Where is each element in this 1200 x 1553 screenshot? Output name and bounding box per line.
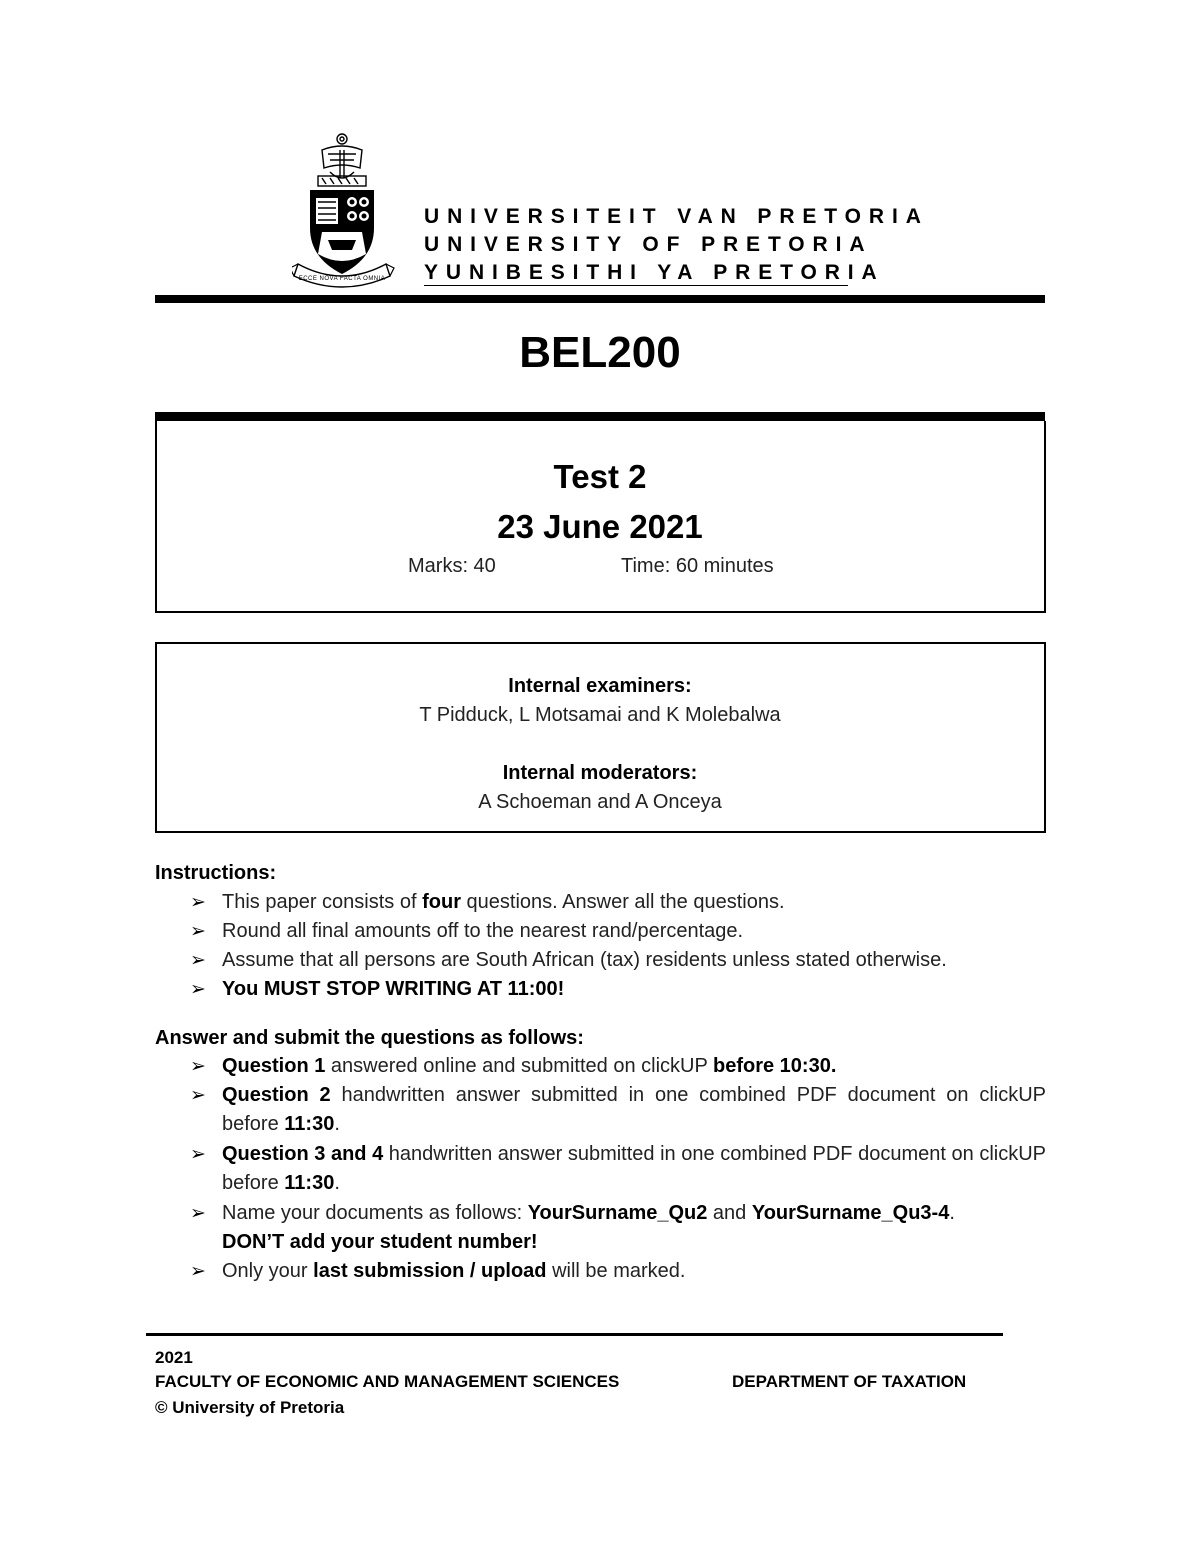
test-title: Test 2 (553, 458, 647, 495)
university-crest-logo (292, 128, 396, 294)
submission-text: Question 1 answered online and submitted on clickUP before 10:30. (222, 1055, 837, 1077)
instruction-text: You MUST STOP WRITING AT 11:00! (222, 978, 565, 1000)
instruction-text: Assume that all persons are South African (tax) residents unless stated otherwise. (222, 949, 947, 971)
test-date: 23 June 2021 (497, 508, 703, 545)
arrow-bullet-icon: ➢ (190, 950, 206, 971)
university-name-underline (424, 285, 848, 286)
footer-divider (146, 1333, 1003, 1336)
instruction-text: This paper consists of four questions. Answer all the questions. (222, 891, 785, 913)
arrow-bullet-icon: ➢ (190, 1056, 206, 1077)
footer-year: 2021 (155, 1348, 193, 1367)
footer-copyright: © University of Pretoria (155, 1398, 345, 1417)
arrow-bullet-icon: ➢ (190, 979, 206, 1000)
submission-text: Question 2 handwritten answer submitted in one combined PDF document on clickUP before 11:30. (222, 1084, 1046, 1135)
university-name-english: UNIVERSITY OF PRETORIA (424, 233, 873, 256)
crest-motto: ECCE NOVA FACTA OMNIA (298, 276, 386, 282)
header-divider (155, 295, 1045, 303)
arrow-bullet-icon: ➢ (190, 1144, 206, 1165)
test-time: Time: 60 minutes (621, 555, 774, 577)
footer-faculty: FACULTY OF ECONOMIC AND MANAGEMENT SCIENCES (155, 1372, 620, 1391)
course-code: BEL200 (519, 328, 681, 377)
test-box-top-border (155, 412, 1045, 421)
instruction-text: Round all final amounts off to the nearest rand/percentage. (222, 920, 744, 942)
submission-text: Question 3 and 4 handwritten answer submitted in one combined PDF document on clickUP before 11:30. (222, 1143, 1046, 1194)
arrow-bullet-icon: ➢ (190, 1261, 206, 1282)
instructions-heading: Instructions: (155, 862, 277, 884)
test-marks: Marks: 40 (408, 555, 496, 577)
submission-text: Only your last submission / upload will be marked. (222, 1260, 686, 1282)
internal-moderators-names: A Schoeman and A Onceya (478, 791, 722, 813)
internal-examiners-label: Internal examiners: (508, 675, 692, 697)
arrow-bullet-icon: ➢ (190, 892, 206, 913)
internal-examiners-names: T Pidduck, L Motsamai and K Molebalwa (419, 704, 781, 726)
footer-department: DEPARTMENT OF TAXATION (732, 1372, 967, 1391)
university-name-sepedi: YUNIBESITHI YA PRETORIA (424, 261, 885, 284)
university-name-afrikaans: UNIVERSITEIT VAN PRETORIA (424, 205, 929, 228)
arrow-bullet-icon: ➢ (190, 921, 206, 942)
arrow-bullet-icon: ➢ (190, 1203, 206, 1224)
submission-text: Name your documents as follows: YourSurname_Qu2 and YourSurname_Qu3-4. DON’T add your student number! (222, 1202, 955, 1253)
internal-moderators-label: Internal moderators: (502, 762, 698, 784)
submission-heading: Answer and submit the questions as follows: (155, 1027, 584, 1049)
arrow-bullet-icon: ➢ (190, 1085, 206, 1106)
